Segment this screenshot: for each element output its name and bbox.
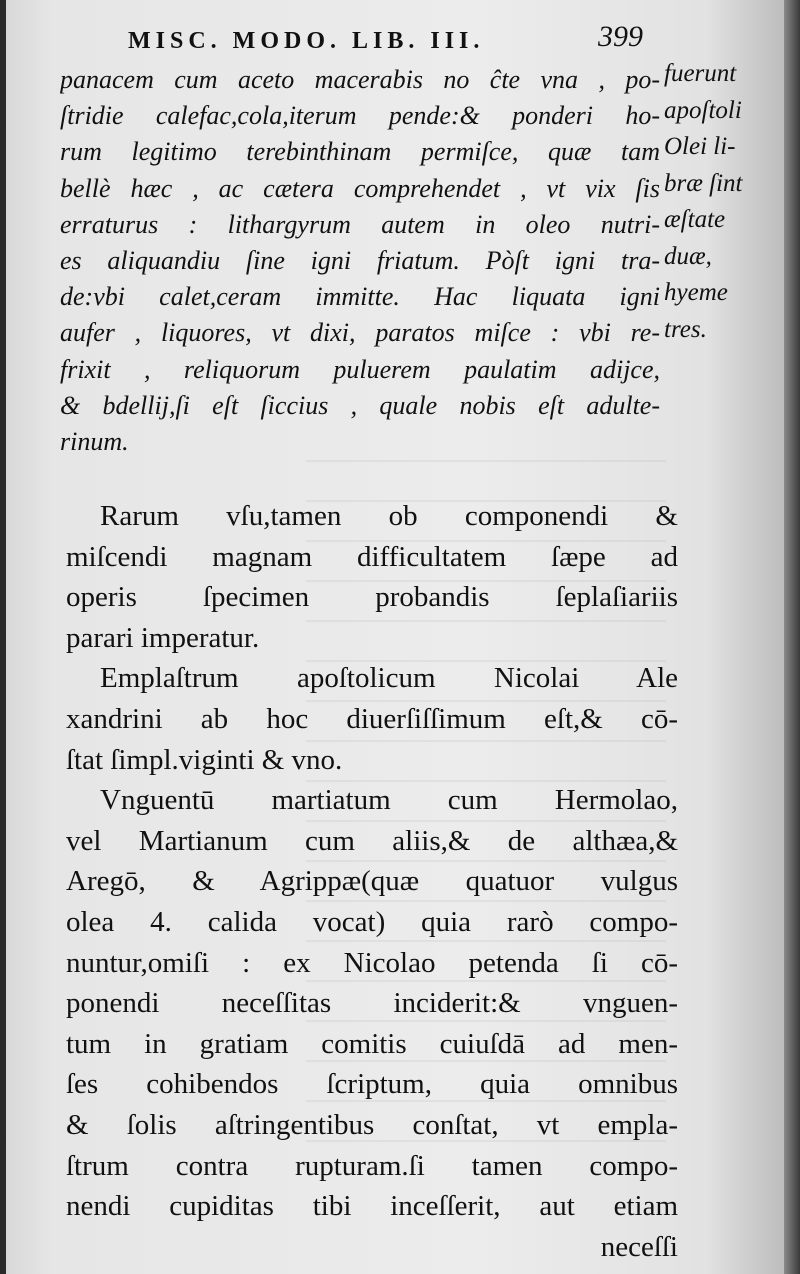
marginal-note (664, 56, 774, 348)
text-line: aufer , liquores, vt dixi, paratos miſce : vbi re- (60, 318, 660, 348)
text-line: Emplaſtrum apoſtolicum Nicolai Ale (100, 662, 678, 695)
text-line: ſtrum contra rupturam.ſi tamen compo- (66, 1149, 678, 1182)
running-head: MISC. MODO. LIB. III. (128, 28, 485, 54)
text-line: ponendi neceſſitas inciderit:& vnguen- (66, 987, 678, 1020)
text-line: & ſolis aſtringentibus conſtat, vt empla- (66, 1108, 678, 1141)
margin-line: æſtate (664, 206, 726, 233)
text-line: parari imperatur. (66, 621, 260, 654)
text-line: ſtat ſimpl.viginti & vno. (66, 743, 343, 776)
roman-paragraphs (66, 496, 678, 1267)
text-line: nendi cupiditas tibi inceſſerit, aut etiam (66, 1190, 678, 1223)
margin-line: hyeme (664, 279, 728, 306)
text-line: vel Martianum cum aliis,& de althæa,& (66, 824, 678, 857)
text-line: Aregō, & Agrippæ(quæ quatuor vulgus (66, 865, 678, 898)
text-line: Vnguentū martiatum cum Hermolao, (100, 784, 678, 817)
text-line: Rarum vſu,tamen ob componendi & (100, 500, 678, 532)
margin-line: Olei li- (664, 133, 736, 160)
text-line: frixit , reliquorum puluerem paulatim adijce, (60, 354, 660, 384)
text-line: xandrini ab hoc diuerſiſſimum eſt,& cō- (66, 702, 678, 735)
page-number: 399 (598, 20, 643, 53)
text-line: ſes cohibendos ſcriptum, quia omnibus (66, 1068, 678, 1101)
text-line: panacem cum aceto macerabis no ĉte vna , po- (60, 65, 660, 94)
text-line: bellè hæc , ac cætera comprehendet , vt vix ſis (60, 173, 660, 203)
text-line: miſcendi magnam difficultatem ſæpe ad (66, 540, 678, 573)
text-line: nuntur,omiſi : ex Nicolao petenda ſi cō- (66, 946, 678, 979)
text-line: de:vbi calet,ceram immitte. Hac liquata igni (60, 282, 660, 312)
text-line: rum legitimo terebinthinam permiſce, quæ tam (60, 137, 660, 167)
margin-line: fuerunt (664, 60, 737, 87)
catchword: neceſſi (600, 1230, 678, 1263)
text-line: rinum. (60, 427, 129, 457)
text-line: operis ſpecimen probandis ſeplaſiariis (66, 581, 678, 614)
text-line: olea 4. calida vocat) quia rarò compo- (66, 905, 678, 938)
text-line: es aliquandiu ſine igni friatum. Pòſt igni tra- (60, 246, 660, 276)
right-page-edge (784, 0, 800, 1274)
text-line: & bdellij,ſi eſt ſiccius , quale nobis eſt adulte- (60, 390, 660, 420)
text-line: ſtridie calefac,cola,iterum pende:& ponderi ho- (60, 101, 660, 131)
margin-line: apoſtoli (664, 96, 742, 124)
text-line: erraturus : lithargyrum autem in oleo nutri- (60, 209, 660, 239)
page-header (128, 18, 668, 60)
margin-line: tres. (664, 315, 707, 343)
margin-line: duæ, (664, 242, 712, 270)
margin-line: bræ ſint (664, 169, 743, 197)
italic-paragraph (60, 62, 660, 460)
text-line: tum in gratiam comitis cuiuſdā ad men- (66, 1027, 678, 1060)
